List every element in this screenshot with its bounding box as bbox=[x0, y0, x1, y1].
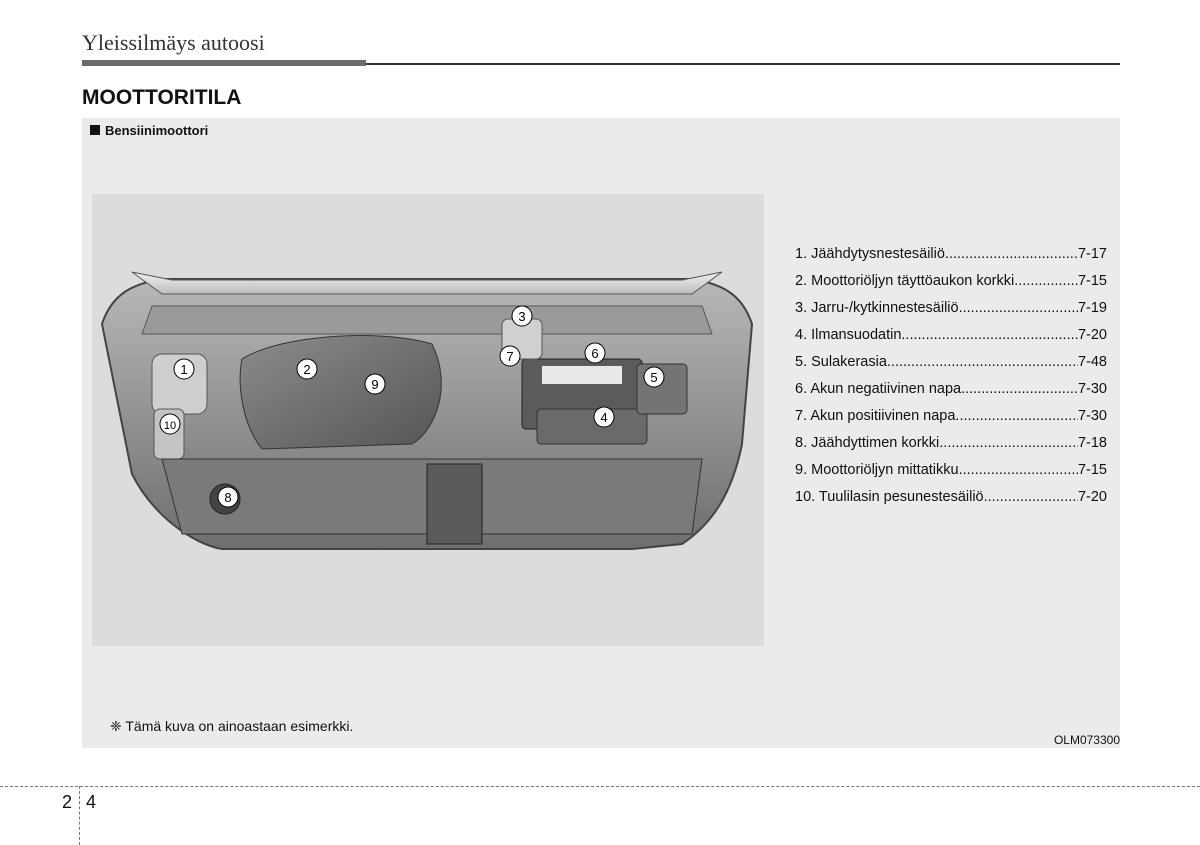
page-chapter-number: 2 bbox=[62, 792, 73, 812]
legend-label: 3. Jarru-/kytkinnestesäiliö bbox=[795, 300, 959, 316]
legend-item bbox=[795, 435, 1107, 462]
callout-7-label: 7 bbox=[506, 349, 514, 364]
legend-page: 7-20 bbox=[1077, 489, 1107, 505]
callout-9-label: 9 bbox=[371, 377, 379, 392]
footer-divider bbox=[0, 786, 1200, 787]
legend-page: 7-20 bbox=[1077, 327, 1107, 343]
callout-4 bbox=[594, 407, 614, 427]
callout-8 bbox=[218, 487, 238, 507]
callout-5 bbox=[644, 367, 664, 387]
callout-1-label: 1 bbox=[180, 362, 188, 377]
figure-code: OLM073300 bbox=[1053, 733, 1120, 747]
callout-9 bbox=[365, 374, 385, 394]
figure-note: ❈ Tämä kuva on ainoastaan esimerkki. bbox=[110, 718, 354, 734]
header-rule bbox=[366, 63, 1120, 65]
legend-label: 1. Jäähdytysnestesäiliö bbox=[795, 246, 945, 262]
callout-1 bbox=[174, 359, 194, 379]
legend-page: 7-48 bbox=[1077, 354, 1107, 370]
callout-6-label: 6 bbox=[591, 346, 599, 361]
square-bullet-icon bbox=[90, 125, 100, 135]
header-accent-bar bbox=[82, 60, 366, 66]
section-title: MOOTTORITILA bbox=[82, 86, 242, 109]
callout-3 bbox=[512, 306, 532, 326]
figure-subtitle bbox=[90, 123, 208, 138]
legend-label: 8. Jäähdyttimen korkki bbox=[795, 435, 940, 451]
legend-label: 5. Sulakerasia bbox=[795, 354, 887, 370]
legend-item bbox=[795, 489, 1107, 516]
header-title: Yleissilmäys autoosi bbox=[82, 30, 265, 55]
callout-3-label: 3 bbox=[518, 309, 526, 324]
legend-page: 7-30 bbox=[1077, 381, 1107, 397]
legend-label: 6. Akun negatiivinen napa bbox=[795, 381, 962, 397]
engine-bay-illustration bbox=[92, 194, 764, 646]
callout-2-label: 2 bbox=[303, 362, 311, 377]
legend-list bbox=[795, 246, 1107, 516]
callout-10-label: 10 bbox=[163, 420, 177, 432]
legend-label: 10. Tuulilasin pesunestesäiliö bbox=[795, 489, 984, 505]
legend-item bbox=[795, 327, 1107, 354]
legend-item bbox=[795, 462, 1107, 489]
legend-label: 4. Ilmansuodatin bbox=[795, 327, 902, 343]
legend-page: 7-30 bbox=[1077, 408, 1107, 424]
footer-vertical-divider bbox=[79, 786, 80, 845]
legend-item bbox=[795, 300, 1107, 327]
legend-item bbox=[795, 408, 1107, 435]
callout-8-label: 8 bbox=[224, 490, 232, 505]
callout-2 bbox=[297, 359, 317, 379]
callout-10 bbox=[160, 414, 180, 434]
callout-4-label: 4 bbox=[600, 410, 608, 425]
legend-page: 7-15 bbox=[1077, 273, 1107, 289]
legend-label: 7. Akun positiivinen napa bbox=[795, 408, 956, 424]
legend-page: 7-19 bbox=[1077, 300, 1107, 316]
legend-page: 7-18 bbox=[1077, 435, 1107, 451]
legend-item bbox=[795, 273, 1107, 300]
page-number: 4 bbox=[86, 792, 97, 812]
callout-6 bbox=[585, 343, 605, 363]
figure-subtitle-text: Bensiinimoottori bbox=[105, 123, 209, 138]
legend-item bbox=[795, 246, 1107, 273]
callout-5-label: 5 bbox=[650, 370, 658, 385]
legend-page: 7-17 bbox=[1077, 246, 1107, 262]
legend-item bbox=[795, 354, 1107, 381]
legend-page: 7-15 bbox=[1077, 462, 1107, 478]
legend-label: 2. Moottoriöljyn täyttöaukon korkki bbox=[795, 273, 1015, 289]
legend-label: 9. Moottoriöljyn mittatikku bbox=[795, 462, 959, 478]
legend-item bbox=[795, 381, 1107, 408]
callout-7 bbox=[500, 346, 520, 366]
